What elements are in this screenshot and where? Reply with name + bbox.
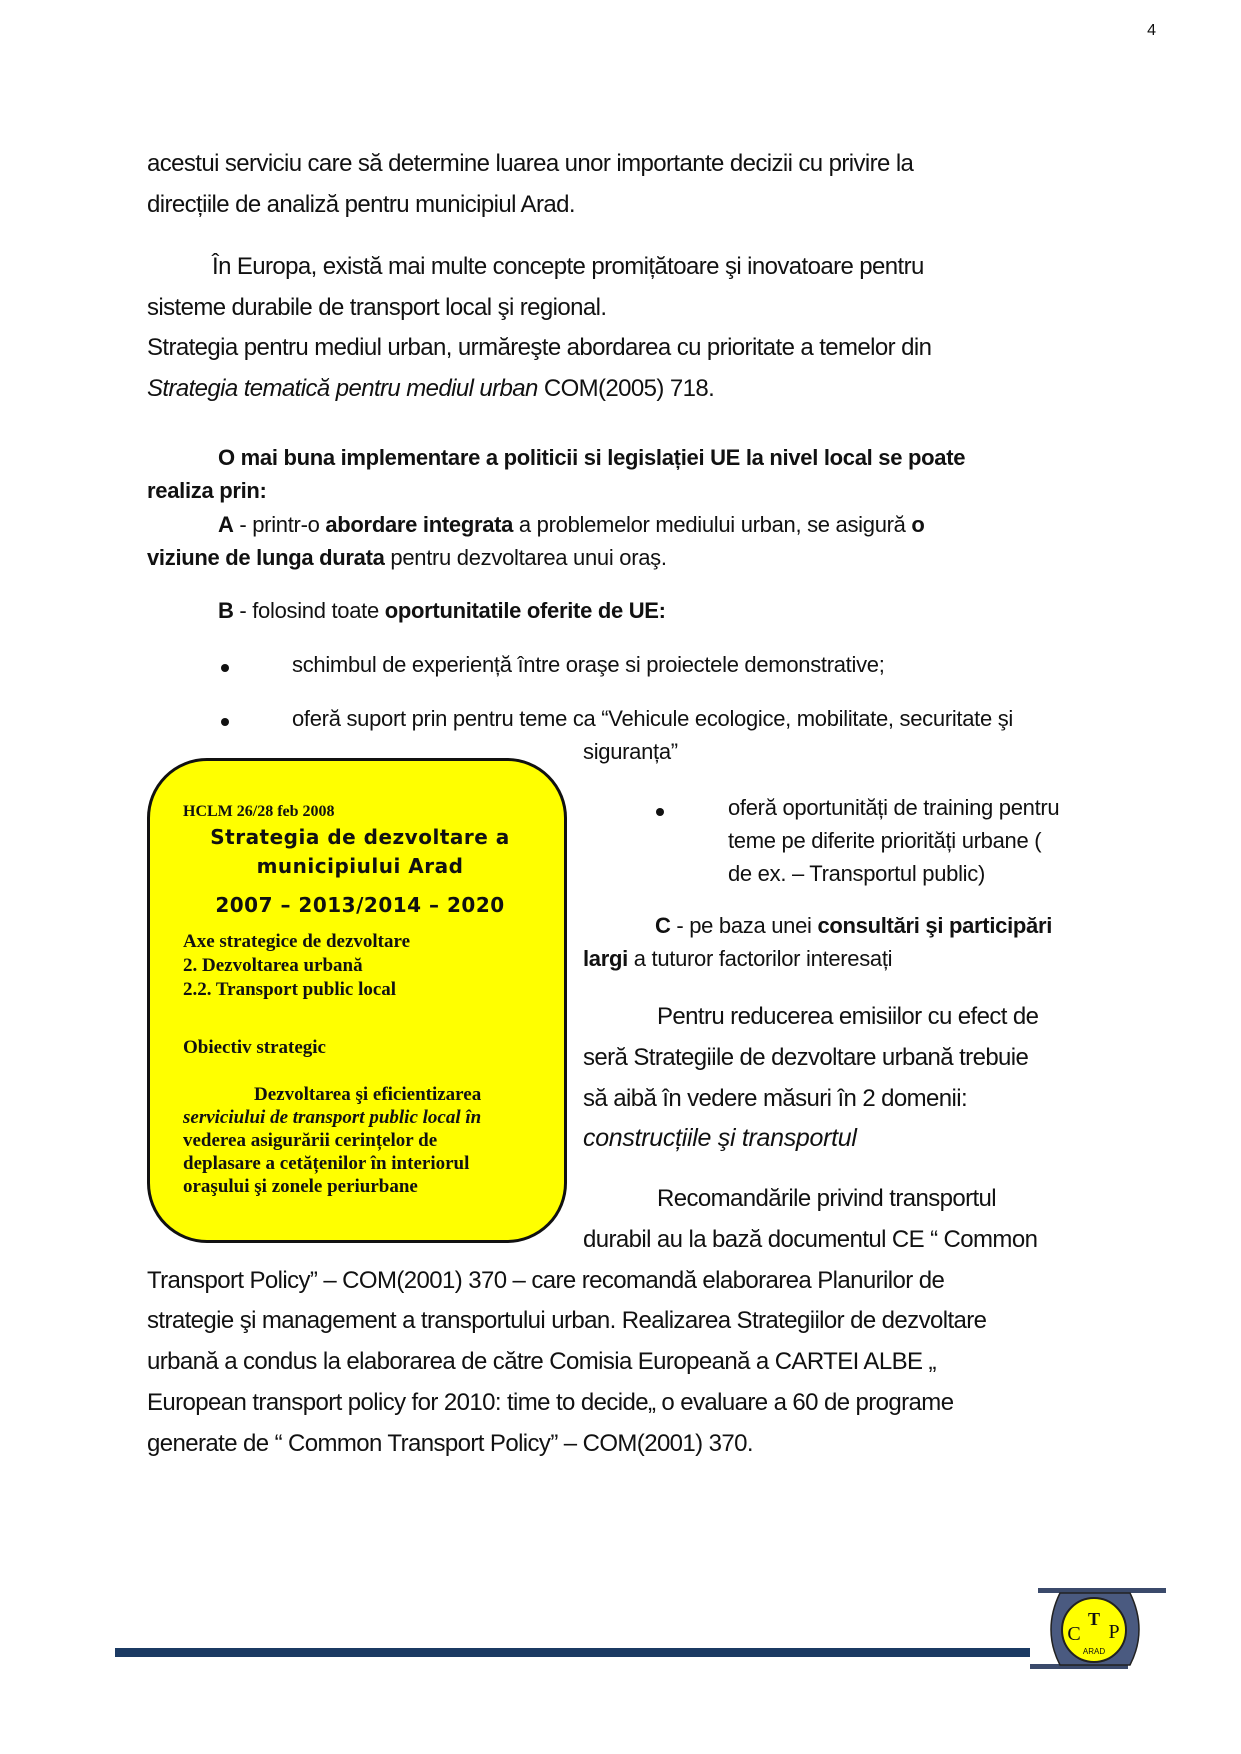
- point-a-bold-3: viziune de lunga durata: [147, 545, 385, 570]
- strategy-callout-box: [147, 758, 567, 1243]
- point-c-bold: consultări şi participări: [817, 913, 1053, 938]
- recommend-line-3: Transport Policy” – COM(2001) 370 – care recomandă elaborarea Planurilor de: [147, 1267, 945, 1294]
- objective-line-1: Dezvoltarea şi eficientizarea: [254, 1084, 482, 1105]
- paragraph-1-line-1: acestui serviciu care să determine luarea unor importante decizii cu privire la: [147, 150, 914, 177]
- bullet-icon: [221, 718, 229, 726]
- ctp-logo-icon: [1030, 1580, 1170, 1680]
- bullet-item-2-continued: siguranța”: [583, 739, 678, 764]
- objective-line-5: oraşului şi zonele periurbane: [183, 1176, 418, 1197]
- point-a-bold: abordare integrata: [325, 512, 514, 537]
- recommend-line-7: generate de “ Common Transport Policy” – COM(2001) 370.: [147, 1430, 753, 1457]
- recommend-line-2: durabil au la bază documentul CE “ Common: [583, 1226, 1038, 1253]
- emissions-line-3: să aibă în vedere măsuri în 2 domenii:: [583, 1085, 968, 1112]
- svg-text:C: C: [1067, 1623, 1081, 1645]
- point-b-bold: oportunitatile oferite de UE:: [384, 598, 666, 623]
- paragraph-1-line-2: direcțiile de analiză pentru municipiul Arad.: [147, 191, 575, 218]
- com-reference: COM(2005) 718.: [537, 375, 715, 402]
- bullet-item-1: schimbul de experiență între oraşe si proiectele demonstrative;: [292, 652, 885, 677]
- strategy-title-italic: Strategia tematică pentru mediul urban: [147, 375, 538, 402]
- point-b-letter: B: [218, 598, 234, 623]
- svg-text:T: T: [1087, 1609, 1101, 1629]
- point-c-line-1: [655, 913, 1052, 939]
- point-b: [218, 598, 666, 624]
- bullet-item-3-line-3: de ex. – Transportul public): [728, 861, 985, 886]
- point-c-bold-2: largi: [583, 946, 628, 971]
- point-c-letter: C: [655, 913, 671, 938]
- point-b-text: - folosind toate: [233, 598, 385, 623]
- paragraph-2-line-2: sisteme durabile de transport local şi regional.: [147, 294, 607, 321]
- recommend-line-4: strategie şi management a transportului urban. Realizarea Strategiilor de dezvoltare: [147, 1307, 987, 1334]
- recommend-line-6: European transport policy for 2010: time to decide„ o evaluare a 60 de programe: [147, 1389, 954, 1416]
- paragraph-2-line-1: În Europa, există mai multe concepte promițătoare şi inovatoare pentru: [212, 253, 924, 280]
- callout-title-line-2: municipiului Arad: [256, 854, 464, 878]
- paragraph-3-line-1: Strategia pentru mediul urban, urmăreşte abordarea cu prioritate a temelor din: [147, 334, 932, 361]
- bullet-icon: [656, 808, 664, 816]
- objective-line-3: vederea asigurării cerințelor de: [183, 1130, 438, 1151]
- svg-text:ARAD: ARAD: [1082, 1647, 1106, 1656]
- point-a-line-2: [147, 545, 667, 571]
- eu-heading-line-1: O mai buna implementare a politicii si legislației UE la nivel local se poate: [218, 445, 966, 470]
- svg-text:P: P: [1108, 1621, 1120, 1643]
- bullet-icon: [221, 664, 229, 672]
- bullet-item-3-line-1: oferă oportunități de training pentru: [728, 795, 1060, 820]
- emissions-domains: construcțiile şi transportul: [583, 1124, 857, 1152]
- hclm-reference: HCLM 26/28 feb 2008: [183, 803, 335, 820]
- page-number: 4: [1147, 22, 1156, 39]
- objective-line-2: serviciului de transport public local în: [183, 1107, 482, 1128]
- point-a-letter: A: [218, 512, 234, 537]
- objective-line-4: deplasare a cetățenilor în interiorul: [183, 1153, 470, 1174]
- axes-heading: Axe strategice de dezvoltare: [183, 931, 411, 952]
- point-a-text-2: a problemelor mediului urban, se asigură: [513, 512, 912, 537]
- axis-2-2: 2.2. Transport public local: [183, 979, 397, 1000]
- point-c-line-2: [583, 946, 892, 972]
- point-a-line-1: [218, 512, 925, 538]
- point-a-bold-2: o: [911, 512, 925, 537]
- point-c-text: - pe baza unei: [670, 913, 818, 938]
- emissions-line-2: seră Strategiile de dezvoltare urbană trebuie: [583, 1044, 1029, 1071]
- emissions-line-1: Pentru reducerea emisiilor cu efect de: [657, 1003, 1039, 1030]
- objective-heading: Obiectiv strategic: [183, 1037, 326, 1058]
- bullet-item-3-line-2: teme pe diferite priorități urbane (: [728, 828, 1042, 853]
- recommend-line-1: Recomandările privind transportul: [657, 1185, 997, 1212]
- callout-title-line-1: Strategia de dezvoltare a: [210, 825, 510, 849]
- paragraph-3-line-2: [147, 375, 714, 403]
- point-c-text-2: a tuturor factorilor interesați: [627, 946, 893, 971]
- callout-years: 2007 – 2013/2014 – 2020: [215, 893, 505, 917]
- point-a-text-3: pentru dezvoltarea unui oraş.: [384, 545, 667, 570]
- point-a-text: - printr-o: [233, 512, 326, 537]
- ctp-arad-logo: [1030, 1580, 1170, 1680]
- footer-bar: [115, 1648, 1030, 1657]
- eu-heading-line-2: realiza prin:: [147, 478, 267, 503]
- bullet-item-2: oferă suport prin pentru teme ca “Vehicule ecologice, mobilitate, securitate şi: [292, 706, 1014, 731]
- axis-2: 2. Dezvoltarea urbană: [183, 955, 363, 976]
- recommend-line-5: urbană a condus la elaborarea de către Comisia Europeană a CARTEI ALBE „: [147, 1348, 936, 1375]
